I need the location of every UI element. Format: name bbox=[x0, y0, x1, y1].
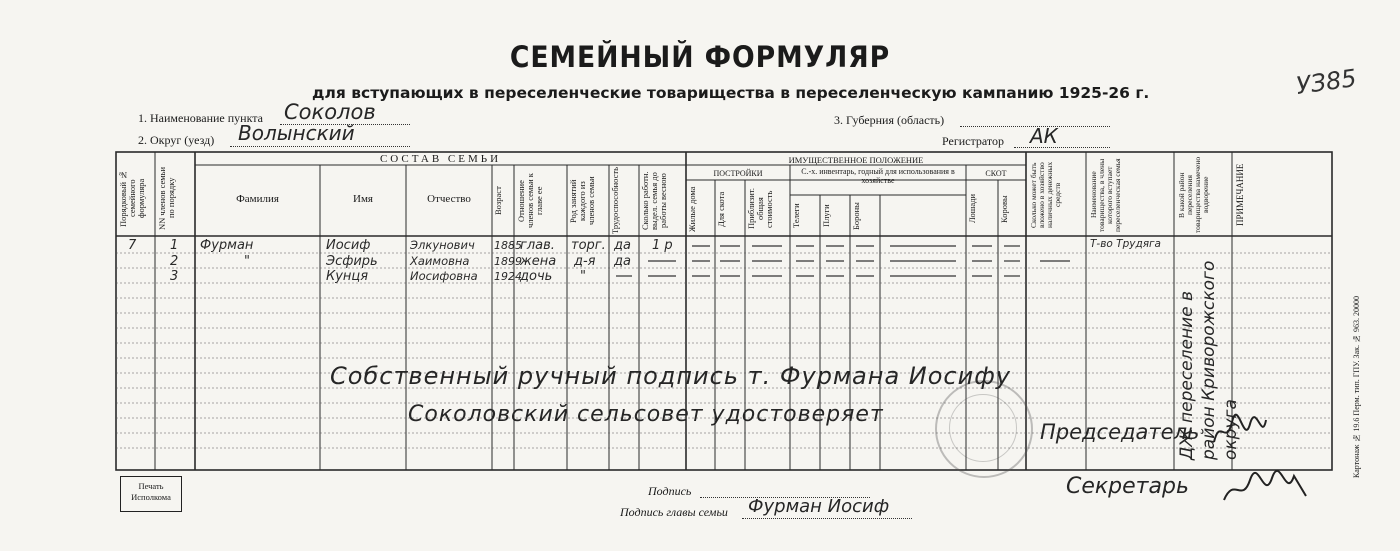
print-info: Картонаж № 19.6 Перм. тип. ГПУ. Зак. № 963. 20000 bbox=[1352, 296, 1361, 478]
row3-name: Кунця bbox=[326, 269, 369, 284]
header-group-property: ИМУЩЕСТВЕННОЕ ПОЛОЖЕНИЕ bbox=[788, 155, 924, 165]
header-harrows: Бороны bbox=[851, 202, 861, 230]
resettle-note: ДЖ переселение в район Криворожского округа bbox=[1177, 260, 1241, 460]
head-signature-label: Подпись главы семьи bbox=[620, 505, 728, 519]
row3-member-no: 3 bbox=[170, 269, 179, 284]
row1-age: 1885 bbox=[494, 239, 522, 252]
row1-ability: да bbox=[614, 238, 631, 253]
header-partnership: Наименование товарищества, в члены которого вступает переселенческая семья bbox=[1089, 158, 1122, 232]
row3-relation: дочь bbox=[520, 269, 553, 284]
point-value: Соколов bbox=[284, 100, 376, 124]
header-cows: Коровы bbox=[999, 195, 1009, 223]
row2-member-no: 2 bbox=[170, 254, 179, 269]
signature-label: Подпись bbox=[648, 484, 692, 498]
certification-line1: Собственный ручный подпись т. Фурмана Иосифу bbox=[330, 362, 1011, 390]
row2-ability: да bbox=[614, 254, 631, 269]
row1-form-no: 7 bbox=[128, 238, 137, 253]
header-name: Имя bbox=[353, 193, 373, 205]
form-subtitle: для вступающих в переселенческие товарищества в переселенческую кампанию 1925-26 г. bbox=[312, 84, 1150, 102]
header-occupation: Род занятий каждого из членов семьи bbox=[568, 176, 596, 226]
corner-handwritten-note: УЗ85 bbox=[1294, 63, 1359, 101]
row1-workers: 1 р bbox=[652, 238, 673, 253]
header-surname: Фамилия bbox=[236, 193, 279, 205]
header-group-livestock: СКОТ bbox=[985, 169, 1007, 178]
header-age: Возраст bbox=[493, 186, 503, 216]
chairman-label: Председатель bbox=[1040, 420, 1200, 444]
header-group-inventory: С.-х. инвентарь, годный для использования в хозяйстве bbox=[801, 167, 955, 185]
row2-patronymic: Хаимовна bbox=[410, 254, 470, 268]
row2-age: 1899 bbox=[494, 255, 522, 268]
district-value: Волынский bbox=[238, 121, 355, 145]
secretary-label: Секретарь bbox=[1066, 474, 1189, 499]
header-carts: Телеги bbox=[791, 203, 801, 229]
header-plows: Плуги bbox=[821, 204, 831, 228]
header-form-no: Порядковый № семейного формуляра bbox=[118, 169, 146, 227]
row1-relation: глав. bbox=[520, 238, 555, 253]
row3-age: 1924 bbox=[494, 270, 522, 283]
row2-occupation: д-я bbox=[574, 254, 596, 269]
row1-patronymic: Элкунович bbox=[410, 238, 475, 252]
row1-occupation: торг. bbox=[571, 238, 606, 253]
header-relation: Отношение членов семьи к главе ее bbox=[516, 173, 544, 229]
head-signature-underline bbox=[742, 518, 912, 519]
row1-surname: Фурман bbox=[200, 238, 254, 253]
registrar-value: АК bbox=[1030, 124, 1058, 148]
header-group-family: СОСТАВ СЕМЬИ bbox=[379, 153, 502, 165]
secretary-signature bbox=[1220, 466, 1310, 510]
chairman-signature bbox=[1210, 412, 1270, 452]
row2-relation: жена bbox=[520, 254, 557, 269]
header-resettle-area: В какой район переселения товарищества намечено водворение bbox=[1177, 156, 1210, 234]
row3-patronymic: Иосифовна bbox=[410, 269, 478, 283]
header-value: Приблизит. общая стоимость bbox=[746, 188, 774, 230]
header-cattle-sheds: Для скота bbox=[716, 191, 726, 227]
row2-name: Эсфирь bbox=[326, 254, 378, 269]
executive-committee-stamp-box: Печать Исполкома bbox=[120, 476, 182, 512]
certification-line2: Соколовский сельсовет удостоверяет bbox=[408, 402, 884, 427]
header-notes: ПРИМЕЧАНИЕ bbox=[1235, 163, 1245, 227]
header-group-buildings: ПОСТРОЙКИ bbox=[713, 169, 763, 178]
head-signature-value: Фурман Иосиф bbox=[748, 496, 890, 517]
header-workers: Сколько работн. выдел. семья до работы весною bbox=[640, 171, 668, 231]
province-label: 3. Губерния (область) bbox=[834, 113, 945, 127]
header-living: Жилые дома bbox=[687, 186, 697, 232]
header-patronymic: Отчество bbox=[427, 193, 471, 205]
row3-occupation: " bbox=[580, 269, 586, 284]
district-label: 2. Округ (уезд) bbox=[138, 133, 215, 147]
form-title: СЕМЕЙНЫЙ ФОРМУЛЯР bbox=[509, 40, 891, 74]
row1-partnership: Т-во Трудяга bbox=[1090, 238, 1161, 250]
round-seal-stamp bbox=[935, 380, 1033, 478]
row1-name: Иосиф bbox=[326, 238, 371, 253]
header-member-no: NN членов семьи по порядку bbox=[157, 166, 176, 230]
header-investment: Сколько может быть вложено в хозяйство наличных денежных средств bbox=[1029, 161, 1062, 229]
header-ability: Трудоспособность bbox=[610, 166, 620, 234]
registrar-label: Регистратор bbox=[942, 134, 1005, 148]
header-horses: Лошади bbox=[967, 194, 977, 224]
row1-member-no: 1 bbox=[170, 238, 179, 253]
point-label: 1. Наименование пункта bbox=[138, 111, 263, 125]
row2-surname: " bbox=[244, 254, 250, 269]
